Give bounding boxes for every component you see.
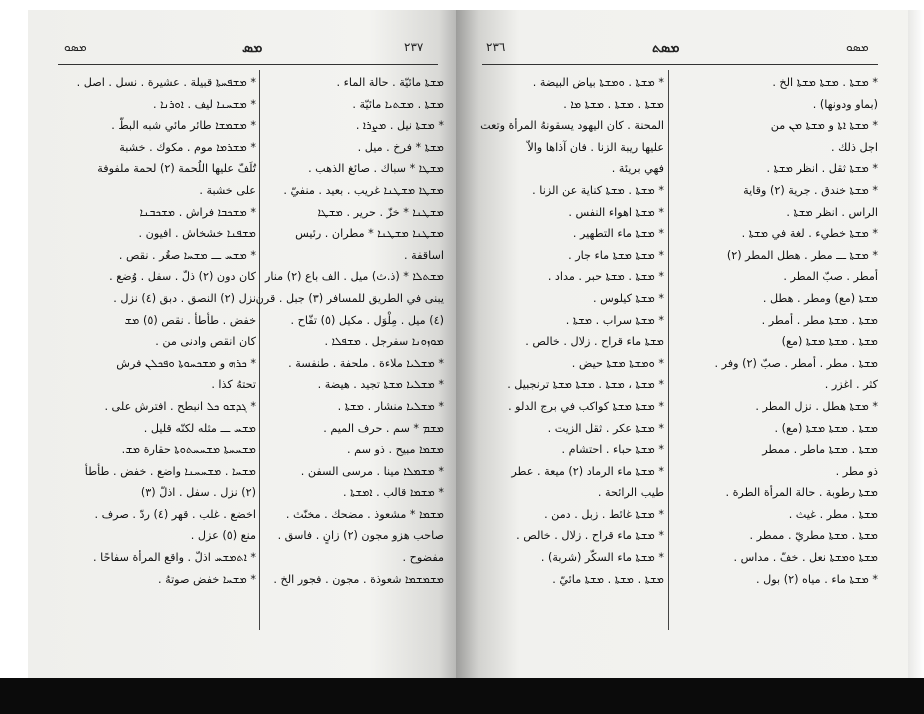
text-line: ܡܫܬܐ . مطر . غيث . (788, 507, 878, 521)
text-line: * ܡܫܬܐ اهواء النفس . (568, 205, 664, 219)
right-page-number: ٢٣٦ (486, 40, 506, 54)
text-line: ذو مطر . (835, 464, 878, 478)
text-line: * ܡܫܬܐ ܡܫܬܐ ماء جار . (568, 248, 664, 262)
text-line: * ܡܫܬܐ ، ܡܫܬܐ . ܡܫܬܐ ܡܫܬܐ ترنجبيل . (507, 378, 664, 392)
text-line: * ܡܫܬܐ . ܡܫܬܐ كناية عن الزنا . (532, 183, 664, 197)
right-page-header-rule (482, 64, 878, 65)
left-page-header-outer: ܡܣܘ (64, 40, 87, 54)
text-line: ܡܫܬܐ . ܡܫܬܐ . ܡܫܬܐ ܡܐ . (563, 97, 664, 111)
text-line: ܡܫܬܐ . ܡܫܬܐ ܡܫܬܐ (مع) (781, 335, 878, 349)
text-line: * ܡܫܬܐ . ܡܫܬܐ ܡܫܬܐ الخ . (772, 76, 878, 89)
text-line: ܡܫܬܐ مائيّة . حالة الماء . (336, 76, 444, 89)
text-line: * ܡܫܬܐ ܐܬܐ و ܡܫܬܐ ܡܢ من (770, 119, 878, 133)
left-page (28, 10, 456, 678)
right-page-column-divider (668, 70, 669, 630)
text-line: ܡܫܬܐ رطوبة . حالة المرأة الطرة . (725, 486, 878, 500)
text-line: * ܡܫܠܝܐ ملاءة . ملحفة . طنفسة . (288, 356, 444, 370)
text-line: ܡܫܡܫܡܐ شعوذة . مجون . فجور الخ . (273, 572, 444, 586)
text-line: ܡܫܚܐ . ܡܫܚܚܢܐ واضع . خفض . طأطأ (84, 464, 256, 478)
text-line: ܡܫܡܐ * مشعوذ . مضحك . مخنّث . (285, 507, 444, 521)
text-line: * ܡܫܬܐ خندق . جرية (٢) وقاية (743, 183, 878, 197)
text-line: * ܡܫܠܝܐ منشار . ܡܫܬܐ . (337, 399, 444, 413)
text-line: (٢) نزل . سفل . اذلّ (٣) (140, 486, 256, 500)
text-line: منع (٥) عزل . (190, 529, 256, 543)
text-line: * ܡܫܬܐ ثقل . انظر ܡܫܬܐ . (766, 162, 878, 176)
text-line: ܡܫܬܠܐ * (ذ.ث) ميل . الف باع (٢) منار (264, 270, 444, 284)
text-line: * ܡܫܠܝܐ ܡܫܬܐ تجيد . هيضة . (317, 378, 444, 392)
text-line: * ܡܫܬܐ ܡܫܬܐ كواكب في برج الدلو . (508, 399, 664, 413)
text-line: ܡܫܬܐ . ܡܫܬܝܐ مائيّة . (352, 97, 444, 111)
text-line: * ܡܫܬܐ ماء السكّر (شربة) . (540, 551, 664, 565)
text-line: * ܡܫܬܐ . ܘܡܫܬܐ بياض البيضة . (532, 76, 664, 89)
text-line: * ܡܫܡܠܐ مينا . مرسى السفن . (300, 464, 444, 478)
text-line: تحتهُ كذا . (211, 378, 256, 392)
text-line: * ܡܫܬܐ سراب . ܡܫܬܐ . (565, 313, 664, 327)
text-line: ܡܫܬܐ . ܡܫܬܐ ماطر . ممطر (762, 443, 878, 457)
right-page-header-outer: ܡܣܘ (846, 40, 869, 54)
open-book (0, 10, 924, 678)
text-line: اجل ذلك . (831, 140, 878, 154)
text-line: ܡܫܬܐ * فرخ . ميل . (357, 140, 444, 154)
text-line: * ܡܫܚܐ خفض صوتهُ . (157, 572, 256, 586)
text-line: * ܡܫܦܚܬܐ قبيلة . عشيرة . نسل . اصل . (76, 76, 256, 89)
text-line: طيب الرائحة . (597, 486, 664, 500)
text-line: تُلَفّ عليها اللُحمة (٢) لحمة ملفوفة (97, 162, 256, 176)
text-line: * ܡܫܬܐ ماء قراح . زلال . خالص . (516, 529, 664, 543)
text-line: ܡܫܛܐ ܡܫܛܢܐ غريب . بعيد . منفيّ . (283, 183, 444, 197)
right-page-column-outer (674, 72, 878, 590)
text-line: فهي بريئة . (611, 162, 664, 176)
text-line: عليها ريبة الزنا . فان آذاها والاّ (527, 140, 664, 154)
text-line: على خشبة . (199, 183, 256, 197)
text-line: ܡܫܬܐ ماء قراح . زلال . خالص . (525, 335, 664, 349)
text-line: * ܡܫܬܐ نيل . ܡܨܪܐ . (355, 119, 444, 133)
text-line: ܡܫܬܐ . ܡܫܬܐ مطريّ . ممطر . (749, 529, 878, 543)
text-line: ܡܫܬܐ . مطر . أمطر . صبّ (٢) وفر . (714, 356, 878, 370)
right-page (456, 10, 908, 678)
text-line: * ܡܫܡܫܐ طائر مائي شبه البطّ . (111, 119, 256, 133)
text-line: ܡܫܛܢܐ ܡܫܛܢܐ * مطران . رئيس (295, 227, 444, 241)
text-line: ܡܫܬܐ . ܡܫܬܐ ܡܫܬܐ (مع) . (774, 421, 878, 435)
text-line: ܡܫܬܐ . ܡܫܬܐ مطر . أمطر . (761, 313, 878, 327)
text-line: * ܡܫܚ ـــ ܡܫܚܐ صغُر . نقص . (118, 248, 256, 262)
text-line: * ܡܫܪܡܐ موم . مكوك . خشبة (119, 140, 256, 154)
right-page-header-center: ܡܣܬ (652, 40, 680, 56)
text-line: صاحب هزو مجون (٢) زانٍ . فاسق . (277, 529, 444, 543)
text-line: (٤) ميل . مِلْوَل . مكيل (٥) تفّاح . (290, 313, 444, 327)
text-line: ܡܫܚܚܬܐ ܡܫܚܚܬܘܬܐ حقارة ܡܫ. (121, 443, 256, 457)
text-line: * ܡܫܬܐ ـــ مطر . هطل المطر (٢) (726, 248, 878, 262)
text-line: كان انقص وادنى من . (155, 335, 256, 349)
left-page-number: ٢٣٧ (404, 40, 424, 54)
text-line: ܡܫܚ ـــ مثله لكنّه قليل . (143, 421, 256, 435)
text-line: ܡܫܛܢܐ * خزّ . حرير . ܡܫܛܐ (317, 205, 444, 219)
left-page-header-rule (58, 64, 438, 65)
text-line: ܡܘܙܘܢܐ سفرجل . ܡܫܦܠܐ . (324, 335, 444, 349)
text-line: * ܡܫܬܐ عكر . ثقل الزيت . (547, 421, 664, 435)
left-page-column-divider (259, 70, 260, 630)
text-line: * ܡܫܬܐ خطيء . لغة في ܡܫܬܐ . (741, 227, 878, 241)
text-line: كان دون (٢) ذلّ . سفل . وُضع . (109, 270, 256, 284)
text-line: * ܡܫܬܐ هطل . نزل المطر . (755, 399, 878, 413)
text-line: كثر . اغزر . (824, 378, 878, 392)
right-page-column-inner (480, 72, 664, 590)
text-line: ܡܫܛܐ * سباك . صائغ الذهب . (308, 162, 444, 176)
text-line: مفضوح . (402, 551, 444, 565)
text-line: * ܡܫܬܐ غائط . زبل . دمن . (544, 507, 664, 521)
text-line: ܡܫܦܢܐ خشخاش . افيون . (138, 227, 256, 241)
left-page-column-inner (255, 72, 444, 590)
text-line: * ܡܫܬܐ ماء . مياه (٢) بول . (756, 572, 878, 586)
text-line: * ܡܫܬܐ حباء . احتشام . (561, 443, 664, 457)
text-line: ܡܫܬܐ (مع) ومطر . هطل . (762, 291, 878, 305)
text-line: * ܟܪܗ و ܡܫܟܚܘܬܐ ܘܦܟܠܢ فرش (116, 356, 256, 370)
text-line: * ܡܫܚܢܐ ليف . ܐܘܪܢܐ . (153, 97, 256, 111)
text-line: اساقفة . (403, 248, 444, 262)
text-line: أمطر . صبّ المطر . (783, 270, 878, 284)
text-line: * ܡܫܬܐ ماء الرماد (٢) ميعة . عطر (511, 464, 664, 478)
page-edge (908, 10, 924, 678)
text-line: * ܡܫܬܐ ماء التطهير . (572, 227, 664, 241)
text-line: ܡܫܬܐ ܘܡܫܬܐ نعل . خفّ . مداس . (733, 551, 878, 565)
text-line: يبنى في الطريق للمسافر (٣) جبل . قرن (255, 291, 444, 305)
text-line: اخضع . غلب . قهر (٤) ردّ . صرف . (94, 507, 256, 521)
text-line: (بماو ودونها) . (812, 97, 878, 111)
text-line: * ܓܕܫܘ ܟܠ انبطح . افترش على . (104, 399, 256, 413)
text-line: * ܡܫܡܐ قالب . ܐܡܫܬܐ . (343, 486, 444, 500)
text-line: ܡܫܡܐ مبيح . ذو سم . (347, 443, 444, 457)
text-line: * ܘܡܫܬܐ ܡܫܬܐ حيض . (571, 356, 664, 370)
scanner-shadow-band (0, 678, 924, 714)
text-line: الراس . انظر ܡܫܬܐ . (786, 205, 878, 219)
text-line: * ܐܬܡܫܚ اذلّ . واقع المرأة سفاحًا . (93, 551, 256, 565)
text-line: * ܡܫܬܐ . ܡܫܬܐ حبر . مداد . (547, 270, 664, 284)
text-line: * ܡܫܟܒܐ فراش . ܡܫܟܒܢܐ (139, 205, 256, 219)
text-line: * ܡܫܬܐ كيلوس . (593, 291, 664, 305)
text-line: المحنة . كان اليهود يسقونهُ المرأة وتعت (480, 119, 664, 133)
text-line: ܡܫܡ * سم . حرف الميم . (323, 421, 444, 435)
text-line: نزل (٢) النصق . دبق (٤) نزل . (113, 291, 256, 305)
text-line: خفض . طأطأ . نقص (٥) ܡܫ (124, 313, 256, 327)
left-page-column-outer (60, 72, 256, 590)
left-page-header-center: ܡܣ (242, 40, 263, 56)
text-line: ܡܫܬܐ . ܡܫܬܐ . ܡܫܬܐ مائيّ . (552, 572, 664, 586)
